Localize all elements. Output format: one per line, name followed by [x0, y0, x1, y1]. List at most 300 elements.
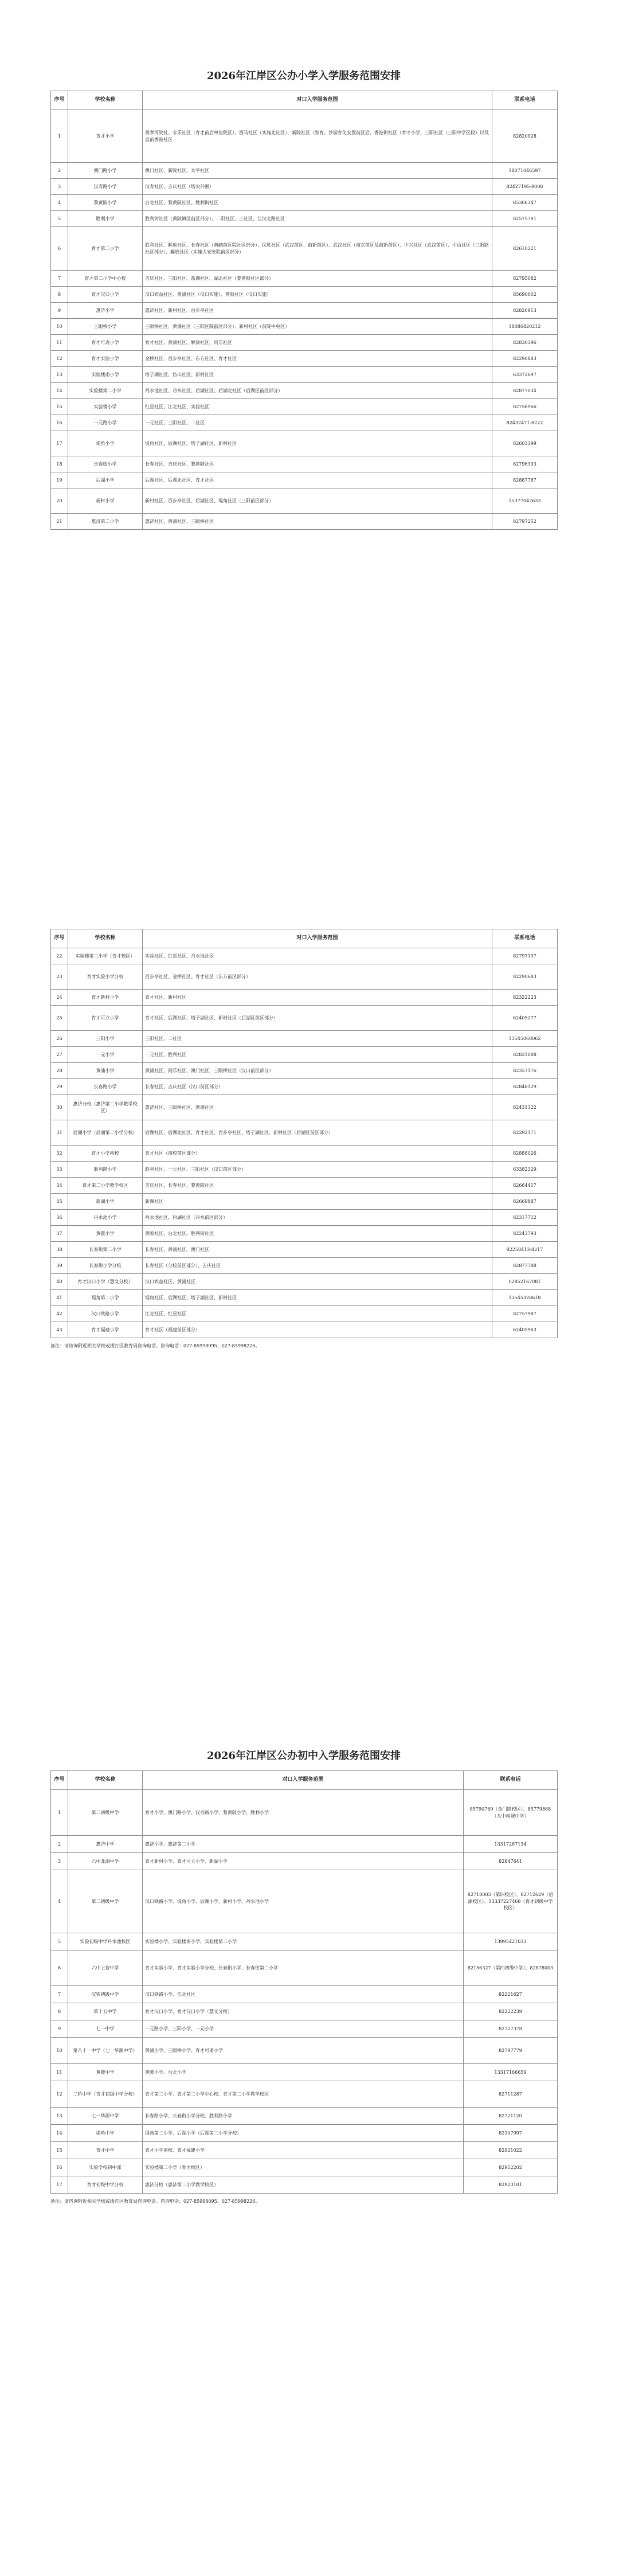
- table-row: [51, 1226, 558, 1242]
- school-name: 汉口铁路小学: [68, 1306, 143, 1322]
- table-row: [51, 1836, 558, 1853]
- table-header-row: [51, 91, 558, 110]
- table-row: [51, 1210, 558, 1226]
- row-number: 32: [51, 1146, 68, 1162]
- contact-phone: 82887787: [492, 472, 558, 488]
- table-row: [51, 2142, 558, 2159]
- school-name: 后湖小学（后湖第二小学分校）: [68, 1120, 143, 1146]
- row-number: 3: [51, 1853, 68, 1870]
- row-number: 16: [51, 2159, 68, 2176]
- contact-phone: 13995421033: [464, 1933, 558, 1950]
- row-number: 7: [51, 271, 68, 287]
- row-number: 37: [51, 1226, 68, 1242]
- contact-phone: 63372697: [492, 367, 558, 383]
- row-number: 9: [51, 2020, 68, 2038]
- row-number: 30: [51, 1095, 68, 1120]
- table-row: [51, 2003, 558, 2020]
- school-name: 新村小学: [68, 488, 143, 514]
- row-number: 2: [51, 1836, 68, 1853]
- header-no: 序号: [51, 91, 68, 110]
- school-name: 七一中学: [68, 2020, 143, 2038]
- table-row: [51, 2125, 558, 2142]
- service-range: 丹水池社区、后湖社区（丹水前区部分）: [143, 1210, 492, 1226]
- table-row: [51, 2020, 558, 2038]
- service-range: 育才第二小学、育才第二小学中心校、育才第二小学教学校区: [143, 2081, 464, 2108]
- header-phone: 联系电话: [464, 1771, 558, 1790]
- contact-phone: 63382329: [492, 1162, 558, 1178]
- service-range: 长春路小学、长春街小学分校、胜利路小学: [143, 2108, 464, 2125]
- service-range: 育才汉口小学、育才汉口小学（慧文分校）: [143, 2003, 464, 2020]
- table-row: [51, 195, 558, 211]
- service-range: 汉寿社区、吉庆社区（塔尖外围）: [143, 179, 492, 195]
- middle-school-table: [50, 1770, 558, 2194]
- school-name: 育才可斋小学: [68, 335, 143, 351]
- school-name: 长春街第二小学: [68, 1242, 143, 1258]
- school-name: 三眼桥小学: [68, 319, 143, 335]
- contact-phone: 82610221: [492, 227, 558, 271]
- primary-table-body: [51, 110, 558, 530]
- table-row: [51, 964, 558, 990]
- primary-school-table: [50, 91, 558, 530]
- table-header-row: [51, 1771, 558, 1790]
- service-range: 百步亭社区、金桥社区、育才社区（东方前区部分）: [143, 964, 492, 990]
- middle-table-body: [51, 1790, 558, 2194]
- table-row: [51, 179, 558, 195]
- table-row: [51, 271, 558, 287]
- contact-phone: 82664417: [492, 1178, 558, 1194]
- contact-phone: 82877034: [492, 383, 558, 399]
- contact-phone: 82322223: [492, 990, 558, 1006]
- service-range: 长春社区、吉庆社区、黎黄陂社区: [143, 456, 492, 472]
- middle-school-section: [50, 1748, 557, 2204]
- contact-phone: 82821088: [492, 1047, 558, 1063]
- school-name: 六中上智中学: [68, 1950, 143, 1986]
- school-name: 育才可立小学: [68, 1006, 143, 1031]
- contact-phone: 18086420212: [492, 319, 558, 335]
- school-name: 一元小学: [68, 1047, 143, 1063]
- table-row: [51, 1853, 558, 1870]
- service-range: 惠济社区、三眼桥社区、黄浦社区: [143, 1095, 492, 1120]
- school-name: 育才第二小学: [68, 227, 143, 271]
- school-name: 实验楼小学: [68, 399, 143, 415]
- table-row: [51, 1146, 558, 1162]
- primary-school-table-continued: [50, 929, 558, 1338]
- service-range: 长春社区（分校前区部分）、吉庆社区: [143, 1258, 492, 1274]
- contact-phone: 82222239: [464, 2003, 558, 2020]
- service-range: 吉庆社区、三阳社区、盐湖社区、湖北社区（黎黄陂社区部分）: [143, 271, 492, 287]
- row-number: 38: [51, 1242, 68, 1258]
- contact-phone: 82797779: [464, 2038, 558, 2064]
- table-row: [51, 1242, 558, 1258]
- table-row: [51, 399, 558, 415]
- service-range: 惠济社区、黄浦社区、三眼桥社区: [143, 514, 492, 530]
- row-number: 12: [51, 351, 68, 367]
- row-number: 11: [51, 2064, 68, 2081]
- table-row: [51, 367, 558, 383]
- row-number: 35: [51, 1194, 68, 1210]
- table-row: [51, 472, 558, 488]
- service-range: 育才小学、澳门路小学、汉寿路小学、黎黄陂小学、胜利小学: [143, 1790, 464, 1836]
- service-range: 育才社区、后湖社区、塔子湖社区、新村社区（后湖区前区部分）: [143, 1006, 492, 1031]
- row-number: 29: [51, 1079, 68, 1095]
- school-name: 育才实验小学: [68, 351, 143, 367]
- school-name: 后湖小学: [68, 472, 143, 488]
- table-row: [51, 1258, 558, 1274]
- school-name: 丹水池小学: [68, 1210, 143, 1226]
- service-range: 汉口铁路小学、江北社区: [143, 1986, 464, 2003]
- contact-phone: 82258413-8217: [492, 1242, 558, 1258]
- table-row: [51, 383, 558, 399]
- table-row: [51, 948, 558, 964]
- school-name: 育才福建小学: [68, 1322, 143, 1338]
- table-row: [51, 1120, 558, 1146]
- row-number: 40: [51, 1274, 68, 1290]
- service-range: 惠济社区、新村社区、百步亭社区: [143, 303, 492, 319]
- school-name: 黄浦小学: [68, 1063, 143, 1079]
- service-range: 新村社区、百步亭社区、后湖社区、堤角社区（三阳前区部分）: [143, 488, 492, 514]
- service-range: 惠济分校（惠济第二小学教学校区）: [143, 2176, 464, 2194]
- row-number: 4: [51, 1870, 68, 1933]
- service-range: 黄陂社区、台北社区、胜利街社区: [143, 1226, 492, 1242]
- contact-phone: 82830396: [492, 335, 558, 351]
- contact-phone: 62405277: [492, 1006, 558, 1031]
- contact-phone: 82826913: [492, 303, 558, 319]
- school-name: 育才小学南校: [68, 1146, 143, 1162]
- row-number: 33: [51, 1162, 68, 1178]
- row-number: 17: [51, 431, 68, 456]
- contact-phone: 82711287: [464, 2081, 558, 2108]
- table-row: [51, 1274, 558, 1290]
- row-number: 24: [51, 990, 68, 1006]
- service-range: 澳门社区、新院社区、太平社区: [143, 163, 492, 179]
- contact-phone: 82290883: [492, 351, 558, 367]
- row-number: 4: [51, 195, 68, 211]
- service-range: 红星社区、江北社区、实验社区: [143, 399, 492, 415]
- school-name: 堤角中学: [68, 2125, 143, 2142]
- row-number: 22: [51, 948, 68, 964]
- row-number: 34: [51, 1178, 68, 1194]
- service-range: 长春社区、黄浦社区、澳门社区: [143, 1242, 492, 1258]
- middle-table-title: 2026年江岸区公办初中入学服务范围安排: [206, 1750, 401, 1762]
- row-number: 42: [51, 1306, 68, 1322]
- table-row: [51, 319, 558, 335]
- school-name: 堤角第二小学: [68, 1290, 143, 1306]
- service-range: 一元路小学、三阳小学、一元小学: [143, 2020, 464, 2038]
- service-range: 汉口宾益社区、黄浦社区: [143, 1274, 492, 1290]
- service-range: 一元社区、三阳社区、二社区: [143, 415, 492, 431]
- service-range: 黄孝河院社、永乐社区（育才前后单位院区）、西马社区（实施北社区）、新院社区（智育、沙园育化安置前区后，香港街社区（育才小学、三阳社区（三阳中学区段）以及直前香港社区: [143, 110, 492, 163]
- row-number: 10: [51, 319, 68, 335]
- table-row: [51, 163, 558, 179]
- service-range: 黄陂小学、台北小学: [143, 2064, 464, 2081]
- school-name: 长春路小学: [68, 1079, 143, 1095]
- row-number: 8: [51, 287, 68, 303]
- row-number: 11: [51, 335, 68, 351]
- row-number: 13: [51, 2108, 68, 2125]
- service-range: 汉口铁路小学、堤角小学、后湖小学、新村小学、丹水池小学: [143, 1870, 464, 1933]
- service-range: 育才社区（福建前区部分）: [143, 1322, 492, 1338]
- school-name: 育才中学: [68, 2142, 143, 2159]
- row-number: 20: [51, 488, 68, 514]
- table-row: [51, 1006, 558, 1031]
- school-name: 黄陂小学: [68, 1226, 143, 1242]
- contact-phone: 82921022: [464, 2142, 558, 2159]
- contact-phone: 82888026: [492, 1146, 558, 1162]
- row-number: 36: [51, 1210, 68, 1226]
- school-name: 育才汉口小学: [68, 287, 143, 303]
- header-school: 学校名称: [68, 929, 143, 948]
- school-name: 七一华源中学: [68, 2108, 143, 2125]
- service-range: 三阳社区、二社区: [143, 1031, 492, 1047]
- school-name: 第二初级中学: [68, 1870, 143, 1933]
- row-number: 14: [51, 2125, 68, 2142]
- service-range: 育才新村小学、育才可立小学、新湖小学: [143, 1853, 464, 1870]
- table-row: [51, 1178, 558, 1194]
- table-row: [51, 990, 558, 1006]
- table-row: [51, 1079, 558, 1095]
- school-name: 实验楼南小学: [68, 367, 143, 383]
- table-row: [51, 1031, 558, 1047]
- row-number: 17: [51, 2176, 68, 2194]
- row-number: 3: [51, 179, 68, 195]
- header-phone: 联系电话: [492, 929, 558, 948]
- contact-phone: 82432471-8222: [492, 415, 558, 431]
- header-range: 对口入学服务范围: [143, 929, 492, 948]
- primary-table-title: 2026年江岸区公办小学入学服务范围安排: [206, 70, 401, 82]
- school-name: 惠济分校（惠济第二小学教学校区）: [68, 1095, 143, 1120]
- school-name: 惠济中学: [68, 1836, 143, 1853]
- service-range: 后湖社区、后湖北社区、育才社区: [143, 472, 492, 488]
- row-number: 27: [51, 1047, 68, 1063]
- table-row: [51, 431, 558, 456]
- service-range: 汉口宾益社区、黄浦社区（汉口实施）、黄陂社区（汉口实施）: [143, 287, 492, 303]
- row-number: 31: [51, 1120, 68, 1146]
- school-name: 堤角小学: [68, 431, 143, 456]
- table-row: [51, 2176, 558, 2194]
- header-school: 学校名称: [68, 1771, 143, 1790]
- contact-phone: 82221627: [464, 1986, 558, 2003]
- contact-phone: 82603399: [492, 431, 558, 456]
- contact-phone: 82797197: [492, 948, 558, 964]
- contact-phone: 15377047633: [492, 488, 558, 514]
- school-name: 育才第二小学教学校区: [68, 1178, 143, 1194]
- table-row: [51, 1870, 558, 1933]
- contact-phone: 13545328618: [492, 1290, 558, 1306]
- service-range: 新湖社区: [143, 1194, 492, 1210]
- service-range: 三眼桥社区、黄浦社区（三阳区院前区部分）、新村社区（前院中央区）: [143, 319, 492, 335]
- table-row: [51, 456, 558, 472]
- service-range: 惠济小学、惠济第二小学: [143, 1836, 464, 1853]
- header-school: 学校名称: [68, 91, 143, 110]
- row-number: 6: [51, 1950, 68, 1986]
- row-number: 13: [51, 367, 68, 383]
- table-row: [51, 1290, 558, 1306]
- row-number: 12: [51, 2081, 68, 2108]
- row-number: 1: [51, 1790, 68, 1836]
- table-row: [51, 351, 558, 367]
- row-number: 9: [51, 303, 68, 319]
- school-name: 胜利路小学: [68, 1162, 143, 1178]
- contact-phone: 82669887: [492, 1194, 558, 1210]
- service-range: 后湖社区、后湖北社区、育才社区、百步亭社区、塔子湖社区、新村社区（后湖区前区部分）: [143, 1120, 492, 1146]
- service-range: 实验社区、红星社区、丹水池社区: [143, 948, 492, 964]
- table-row: [51, 335, 558, 351]
- service-range: 金桥社区、百步亭社区、东方社区、育才社区: [143, 351, 492, 367]
- table-row: [51, 1306, 558, 1322]
- contact-phone: 13545068062: [492, 1031, 558, 1047]
- row-number: 23: [51, 964, 68, 990]
- header-phone: 联系电话: [492, 91, 558, 110]
- table-row: [51, 514, 558, 530]
- school-name: 育才第二小学中心校: [68, 271, 143, 287]
- table-row: [51, 1095, 558, 1120]
- table-row: [51, 415, 558, 431]
- contact-phone: 82718003（第四校区）、82712629（后湖校区）、13337227468（育才初级中学校区）: [464, 1870, 558, 1933]
- contact-phone: 82797252: [492, 514, 558, 530]
- school-name: 一元路小学: [68, 415, 143, 431]
- table-row: [51, 110, 558, 163]
- primary-table-note: 备注：请咨询附近相关学校或拨打区教育局咨询电话。咨询电话：027-85998095、027-85998226。: [50, 1343, 260, 1348]
- row-number: 15: [51, 2142, 68, 2159]
- service-range: 胜利社区、解放社区、长春社区（黄鹂前区院社区部分）、民胜社区（武汉前区、前新前区）、武汉社区（南京前区及前新前区）、中兴社区（武汉前区）、中山社区（三阳路社区部分）、解放社区（实施大安安院前区部分）: [143, 227, 492, 271]
- contact-phone: 85790769（金门路校区）、85779868（九中南城中学）: [464, 1790, 558, 1836]
- table-row: [51, 488, 558, 514]
- school-name: 育才初级中学分校: [68, 2176, 143, 2194]
- row-number: 1: [51, 110, 68, 163]
- table-row: [51, 1162, 558, 1178]
- school-name: 实验初级中学丹水池校区: [68, 1933, 143, 1950]
- table-row: [51, 227, 558, 271]
- service-range: 育才小学南校、育才福建小学: [143, 2142, 464, 2159]
- school-name: 第十五中学: [68, 2003, 143, 2020]
- contact-phone: 82156327（第四初级中学）、82878003: [464, 1950, 558, 1986]
- contact-phone: 13317166659: [464, 2064, 558, 2081]
- service-range: 堤角第二小学、后湖小学（后湖第二小学分校）: [143, 2125, 464, 2142]
- service-range: 堤角社区、后湖社区、塔子湖社区、新村社区: [143, 431, 492, 456]
- school-name: 黄陂中学: [68, 2064, 143, 2081]
- header-range: 对口入学服务范围: [143, 1771, 464, 1790]
- contact-phone: 82727378: [464, 2020, 558, 2038]
- school-name: 新湖小学: [68, 1194, 143, 1210]
- contact-phone: 82317712: [492, 1210, 558, 1226]
- table-row: [51, 1933, 558, 1950]
- row-number: 19: [51, 472, 68, 488]
- service-range: 塔子湖社区、岱山社区、新村社区: [143, 367, 492, 383]
- contact-phone: 82795082: [492, 271, 558, 287]
- table-row: [51, 1322, 558, 1338]
- school-name: 黎黄陂小学: [68, 195, 143, 211]
- row-number: 41: [51, 1290, 68, 1306]
- contact-phone: 82431322: [492, 1095, 558, 1120]
- service-range: 实验楼第二小学（育才校区）: [143, 2159, 464, 2176]
- contact-phone: 18071046597: [492, 163, 558, 179]
- contact-phone: 85690602: [492, 287, 558, 303]
- contact-phone: 82292171: [492, 1120, 558, 1146]
- row-number: 26: [51, 1031, 68, 1047]
- service-range: 育才社区、新村社区: [143, 990, 492, 1006]
- table-row: [51, 1950, 558, 1986]
- row-number: 21: [51, 514, 68, 530]
- table-row: [51, 303, 558, 319]
- contact-phone: 82757987: [492, 1306, 558, 1322]
- table-row: [51, 1194, 558, 1210]
- service-range: 台北社区、黎黄陂社区、胜利街社区: [143, 195, 492, 211]
- service-range: 实验楼小学、实验楼南小学、实验楼第二小学: [143, 1933, 464, 1950]
- school-name: 惠济小学: [68, 303, 143, 319]
- table-row: [51, 1986, 558, 2003]
- row-number: 8: [51, 2003, 68, 2020]
- middle-table-note: 备注：请咨询附近相关学校或拨打区教育局咨询电话。咨询电话：027-85998095、027-85998226。: [50, 2199, 260, 2204]
- row-number: 10: [51, 2038, 68, 2064]
- school-name: 三阳小学: [68, 1031, 143, 1047]
- table-row: [51, 2064, 558, 2081]
- table-row: [51, 2159, 558, 2176]
- school-name: 实验学校初中部: [68, 2159, 143, 2176]
- contact-phone: 13317267134: [464, 1836, 558, 1853]
- contact-phone: 02852167081: [492, 1274, 558, 1290]
- contact-phone: 82357176: [492, 1063, 558, 1079]
- row-number: 39: [51, 1258, 68, 1274]
- row-number: 18: [51, 456, 68, 472]
- table-row: [51, 287, 558, 303]
- row-number: 6: [51, 227, 68, 271]
- school-name: 第八十一中学（七一华源中学）: [68, 2038, 143, 2064]
- contact-phone: 82721120: [464, 2108, 558, 2125]
- row-number: 25: [51, 1006, 68, 1031]
- service-range: 育才实验小学、育才实验小学分校、长春街小学、长春街第二小学: [143, 1950, 464, 1986]
- row-number: 5: [51, 1933, 68, 1950]
- school-name: 育才小学: [68, 110, 143, 163]
- service-range: 堤角社区、后湖社区、塔子湖社区、新村社区: [143, 1290, 492, 1306]
- school-name: 汉寿路小学: [68, 179, 143, 195]
- table-row: [51, 2038, 558, 2064]
- school-name: 长春街小学: [68, 456, 143, 472]
- header-range: 对口入学服务范围: [143, 91, 492, 110]
- service-range: 黄浦社区、同乐社区、澳门社区、三眼桥社区（汉口前区部分）: [143, 1063, 492, 1079]
- service-range: 长春社区、吉庆社区（汉口前区部分）: [143, 1079, 492, 1095]
- contact-phone: 62405963: [492, 1322, 558, 1338]
- contact-phone: 82820928: [492, 110, 558, 163]
- school-name: 实验楼第二小学: [68, 383, 143, 399]
- contact-phone: 82427195-8008: [492, 179, 558, 195]
- table-row: [51, 1063, 558, 1079]
- row-number: 7: [51, 1986, 68, 2003]
- service-range: 胜利街社区（黄陂镇区前区部分）、二阳社区、三社区、江汉北路社区: [143, 211, 492, 227]
- row-number: 5: [51, 211, 68, 227]
- contact-phone: 82290683: [492, 964, 558, 990]
- school-name: 胜利小学: [68, 211, 143, 227]
- primary-school-section: [50, 68, 557, 530]
- service-range: 育才社区（南校前区部分）: [143, 1146, 492, 1162]
- school-name: 育才新村小学: [68, 990, 143, 1006]
- school-name: 澳门路小学: [68, 163, 143, 179]
- contact-phone: 82952202: [464, 2159, 558, 2176]
- header-no: 序号: [51, 1771, 68, 1790]
- school-name: 长春街小学分校: [68, 1258, 143, 1274]
- contact-phone: 82847641: [464, 1853, 558, 1870]
- school-name: 惠济第二小学: [68, 514, 143, 530]
- contact-phone: 82923101: [464, 2176, 558, 2194]
- table-row: [51, 2081, 558, 2108]
- row-number: 2: [51, 163, 68, 179]
- service-range: 胜利社区、一元社区、三阳社区（汉口前区部分）: [143, 1162, 492, 1178]
- row-number: 43: [51, 1322, 68, 1338]
- school-name: 实验楼第二小学（育才校区）: [68, 948, 143, 964]
- contact-phone: 82756966: [492, 399, 558, 415]
- service-range: 丹水池社区、丹水社区、后湖社区、后湖北社区（后湖区前区部分）: [143, 383, 492, 399]
- school-name: 二桥中学（育才初级中学分校）: [68, 2081, 143, 2108]
- contact-phone: 85306347: [492, 195, 558, 211]
